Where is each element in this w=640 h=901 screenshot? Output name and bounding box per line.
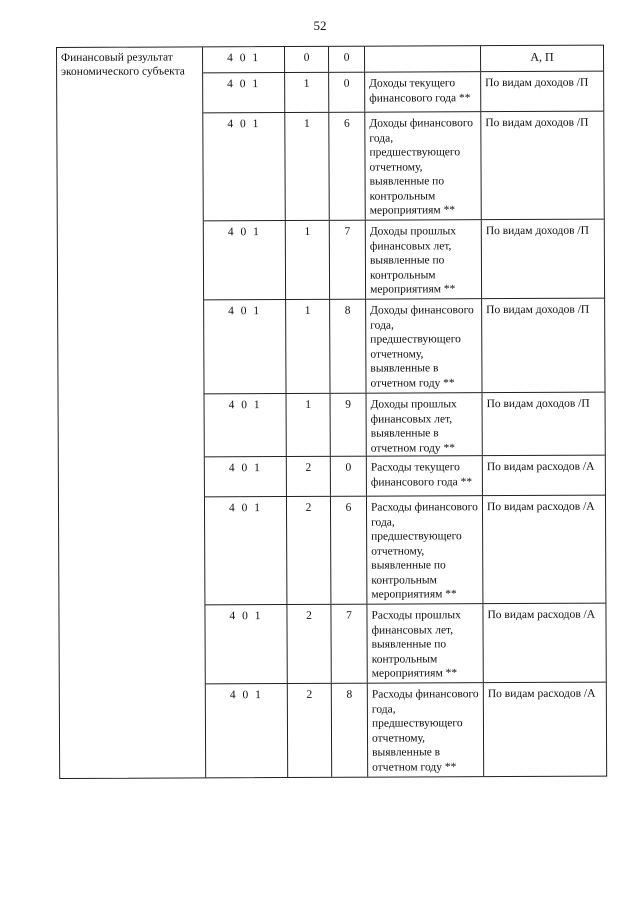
account-type-cell: По видам расходов /А <box>486 500 595 514</box>
code-group-cell: 4 0 1 <box>203 47 285 72</box>
code-group-cell: 4 0 1 <box>203 113 285 220</box>
code-subgroup-cell: 2 <box>288 684 332 777</box>
code-subgroup-cell: 1 <box>285 113 329 220</box>
account-name-cell: Доходы финансового года, предшествующего отчетному, выявленные по контрольным мероприятиям ** <box>365 112 481 220</box>
table-header-row <box>203 46 603 74</box>
table-row <box>205 456 605 498</box>
account-type-cell: По видам доходов /П <box>485 224 589 238</box>
code-subgroup-cell: 2 <box>287 497 331 604</box>
code-subgroup-cell: 1 <box>285 73 329 112</box>
account-name-cell: Доходы прошлых финансовых лет, выявленные по контрольным мероприятиям ** <box>366 220 482 299</box>
account-name-cell: Расходы финансового года, предшествующего отчетному, выявленные в отчетном году ** <box>368 683 484 777</box>
table-row <box>206 683 606 778</box>
code-group-cell: 4 0 1 <box>204 221 286 299</box>
account-type-cell: По видам доходов /П <box>485 116 589 130</box>
code-group-cell: 4 0 1 <box>205 457 287 496</box>
code-subgroup-cell: 1 <box>287 394 331 456</box>
code-subgroup-cell: 1 <box>286 221 330 299</box>
code-group-cell: 4 0 1 <box>204 300 286 393</box>
code-group-cell: 4 0 1 <box>205 497 287 604</box>
code-group-cell: 4 0 1 <box>203 73 285 112</box>
table-rows <box>203 46 606 778</box>
code-subgroup-cell: 2 <box>287 457 331 496</box>
account-name-cell: Доходы прошлых финансовых лет, выявленные в отчетном году ** <box>367 393 483 456</box>
account-name-cell: Расходы финансового года, предшествующего отчетному, выявленные по контрольным мероприятиям ** <box>367 496 483 604</box>
table-row <box>204 220 604 301</box>
table-row <box>205 496 605 606</box>
code-item-cell: 7 <box>330 221 366 299</box>
table-row <box>203 72 603 114</box>
code-item-cell: 0 <box>331 457 367 496</box>
code-item-cell: 9 <box>331 394 367 456</box>
account-type-cell: По видам доходов /П <box>485 76 589 90</box>
code-item-cell: 0 <box>329 47 365 72</box>
code-item-cell: 8 <box>332 684 368 777</box>
account-type-cell: По видам расходов /А <box>486 460 595 474</box>
account-name-cell: Доходы финансового года, предшествующего отчетному, выявленные в отчетном году ** <box>366 299 482 393</box>
code-item-cell: 6 <box>329 113 365 220</box>
code-group-cell: 4 0 1 <box>206 684 288 777</box>
page-number: 52 <box>313 18 327 33</box>
table-row <box>205 604 605 685</box>
code-item-cell: 6 <box>331 497 367 604</box>
account-name-cell <box>365 46 481 72</box>
code-subgroup-cell: 1 <box>286 300 330 393</box>
table-row <box>203 112 603 222</box>
code-group-cell: 4 0 1 <box>205 394 287 456</box>
code-subgroup-cell: 2 <box>287 605 331 683</box>
account-name-cell: Расходы текущего финансового года ** <box>367 456 483 496</box>
code-item-cell: 0 <box>329 73 365 112</box>
account-type-cell: По видам доходов /П <box>486 397 590 411</box>
account-type-cell: По видам расходов /А <box>487 687 596 701</box>
table-row <box>204 299 604 395</box>
code-item-cell: 7 <box>331 605 367 683</box>
account-type-cell: А, П <box>530 49 554 64</box>
account-type-cell: По видам расходов /А <box>487 608 596 622</box>
section-label: Финансовый результат экономического субъекта <box>57 47 206 778</box>
code-group-cell: 4 0 1 <box>205 605 287 683</box>
accounts-table <box>56 45 607 779</box>
table-row <box>205 393 605 458</box>
account-type-cell: По видам доходов /П <box>486 303 590 317</box>
account-name-cell: Расходы прошлых финансовых лет, выявленные по контрольным мероприятиям ** <box>367 604 483 683</box>
code-subgroup-cell: 0 <box>285 47 329 72</box>
account-name-cell: Доходы текущего финансового года ** <box>365 72 481 112</box>
code-item-cell: 8 <box>330 300 366 393</box>
